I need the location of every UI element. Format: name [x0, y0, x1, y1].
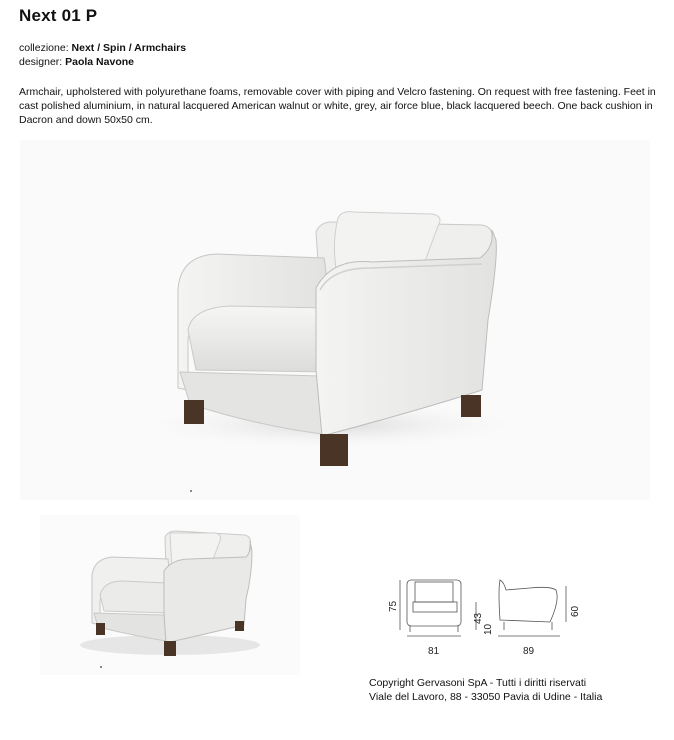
copyright-text: Copyright Gervasoni SpA - Tutti i diritti riservati: [369, 677, 587, 689]
address-text: Viale del Lavoro, 88 - 33050 Pavia di Udine - Italia: [369, 691, 603, 703]
product-title: Next 01 P: [19, 6, 98, 25]
collection-line: [19, 42, 186, 55]
dim-arm-height: 10: [483, 623, 494, 635]
designer-line: [19, 56, 134, 69]
dim-side-height: 60: [570, 605, 581, 617]
footer: [369, 676, 602, 704]
designer-label: designer:: [19, 56, 63, 68]
designer-value: Paola Navone: [65, 56, 134, 68]
decorative-dot: [100, 666, 102, 668]
dim-front-height: 75: [388, 600, 399, 612]
dim-width: 81: [428, 646, 440, 657]
dimension-drawings: [380, 560, 590, 660]
decorative-dot: [190, 490, 192, 492]
collection-label: collezione:: [19, 42, 69, 54]
product-description: Armchair, upholstered with polyurethane foams, removable cover with piping and Velcro fastening. On request with free fastening. Feet in cast polished aluminium, in natural lacquered American walnut or white, grey, air force blue, black lacquered beech. One back cushion in Dacron and down 50x50 cm.: [19, 86, 656, 126]
dim-seat-height: 43: [473, 612, 484, 624]
armchair-main-image: [20, 140, 650, 500]
dim-depth: 89: [523, 646, 535, 657]
collection-value: Next / Spin / Armchairs: [71, 42, 187, 54]
armchair-thumbnail-image: [40, 515, 300, 675]
